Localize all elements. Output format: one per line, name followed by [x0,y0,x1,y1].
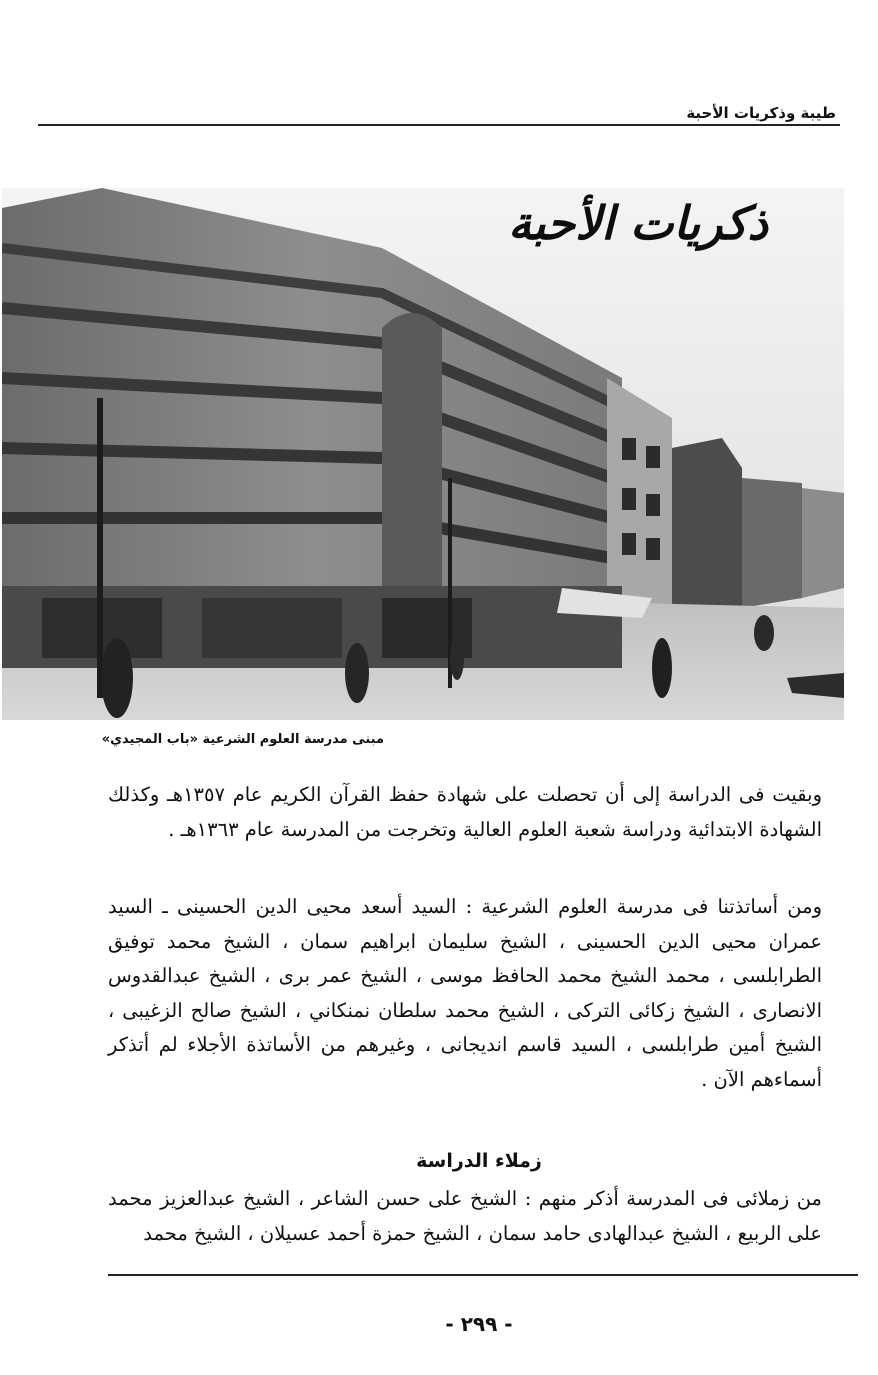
section-title: زملاء الدراسة [416,1150,542,1172]
body-paragraph-2: ومن أساتذتنا فى مدرسة العلوم الشرعية : السيد أسعد محيى الدين الحسينى ـ السيد عمران محيى الدين الحسينى ، الشيخ سليمان ابراهيم سمان ، الشيخ محمد توفيق الطرابلسى ، محمد الشيخ محمد الحافظ موسى ، الشيخ عمر برى ، الشيخ عبدالقدوس الانصارى ، الشيخ زكائى التركى ، الشيخ محمد سلطان نمنكاني ، الشيخ صالح الزغيبى ، الشيخ أمين طرابلسى ، السيد قاسم انديجانى ، وغيرهم من الأساتذة الأجلاء لم أتذكر أسماءهم الآن . [108,895,822,1091]
page-number: - ٢٩٩ - [445,1312,513,1336]
running-head: طيبة وذكريات الأحبة [686,104,836,122]
footer-rule [108,1274,858,1276]
building-photo [2,188,844,720]
body-paragraph-1: وبقيت فى الدراسة إلى أن تحصلت على شهادة حفظ القرآن الكريم عام ١٣٥٧هـ وكذلك الشهادة الابتدائية ودراسة شعبة العلوم العالية وتخرجت من المدرسة عام ١٣٦٣هـ . [108,783,822,841]
photo-caption: مبنى مدرسة العلوم الشرعية «باب المجيدي» [101,732,384,747]
photo-title-calligraphy: ذكريات الأحبة [508,196,768,250]
body-paragraph-3: من زملائى فى المدرسة أذكر منهم : الشيخ على حسن الشاعر ، الشيخ عبدالعزيز محمد على الربيع ، الشيخ عبدالهادى حامد سمان ، الشيخ حمزة أحمد عسيلان ، الشيخ محمد [108,1187,822,1245]
header-rule [38,124,840,126]
